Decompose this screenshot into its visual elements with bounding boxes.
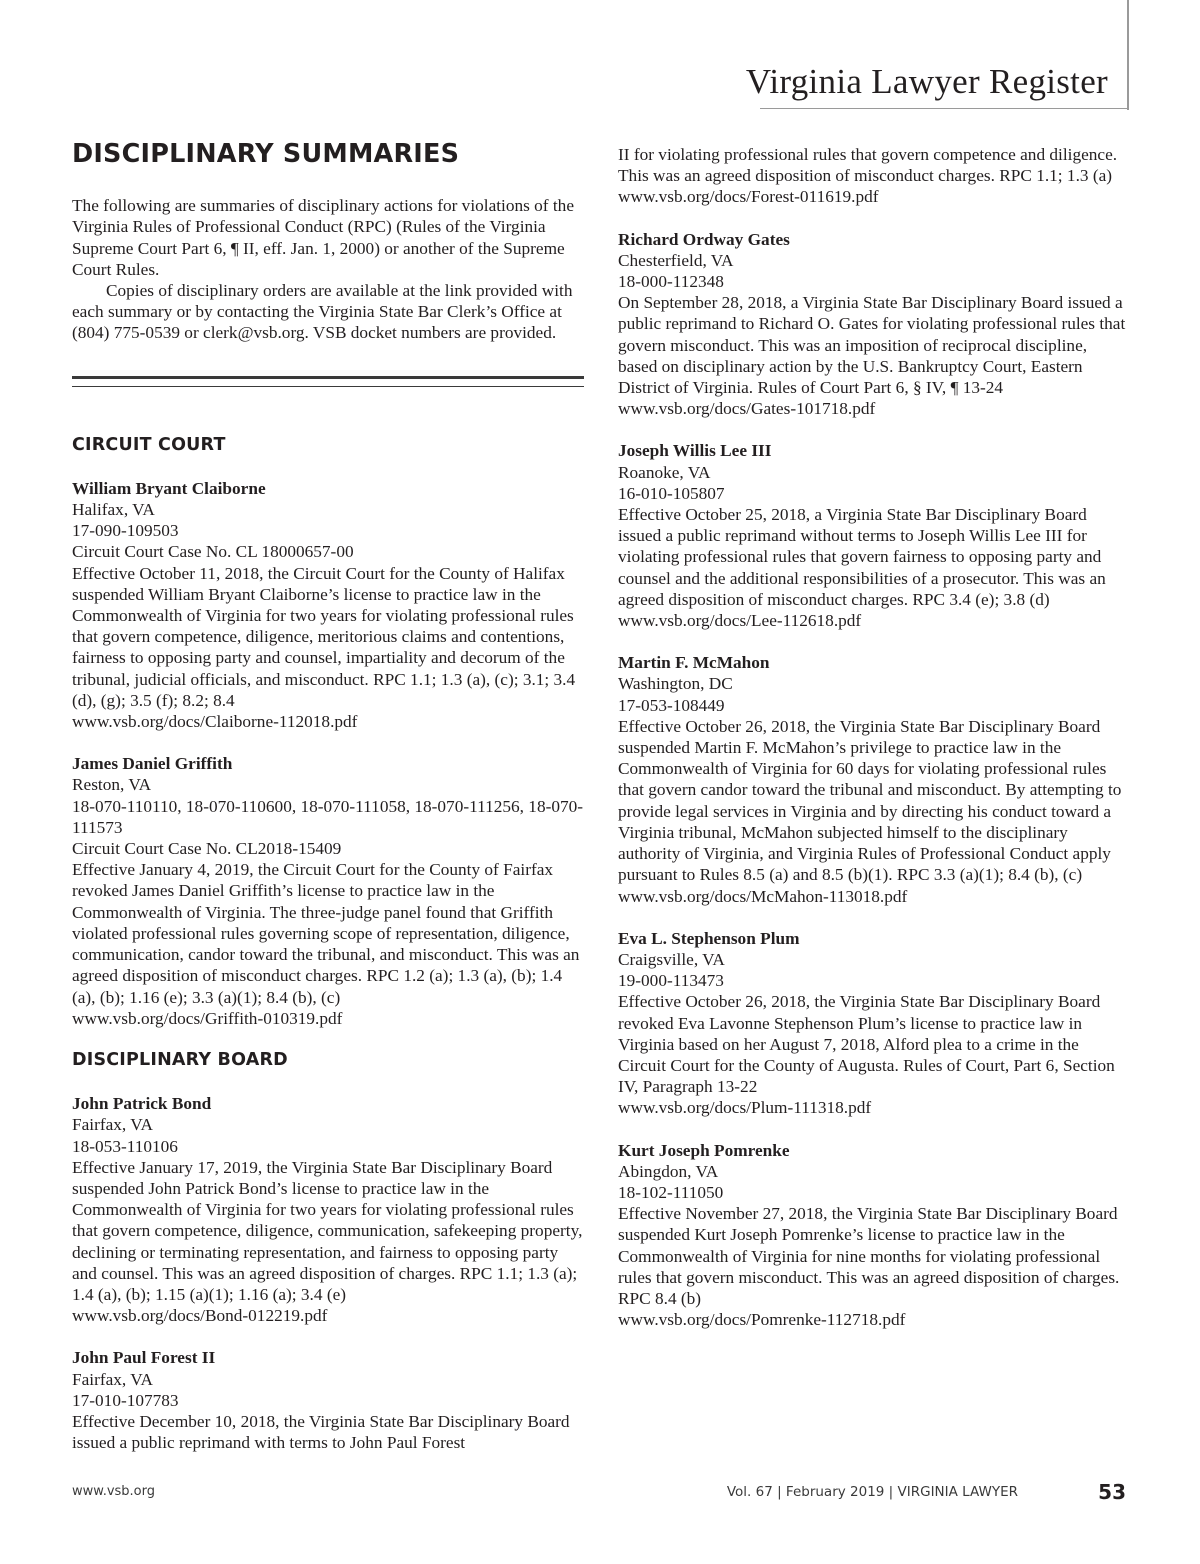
docket-number: 18-053-110106: [72, 1136, 178, 1156]
attorney-name: John Patrick Bond: [72, 1094, 212, 1114]
footer-site-link[interactable]: www.vsb.org: [72, 1484, 156, 1499]
entry-forest-continued: [618, 144, 1130, 208]
case-number: Circuit Court Case No. CL2018-15409: [72, 839, 342, 859]
docket-number: 18-102-111050: [618, 1182, 724, 1202]
docket-number: 17-090-109503: [72, 521, 179, 541]
section-heading-circuit-court: CIRCUIT COURT: [72, 434, 226, 455]
intro: [72, 195, 584, 343]
section-heading-disciplinary-board: DISCIPLINARY BOARD: [72, 1049, 288, 1070]
attorney-name: Kurt Joseph Pomrenke: [618, 1140, 790, 1160]
attorney-location: Abingdon, VA: [618, 1161, 719, 1181]
entry-summary: Effective October 25, 2018, a Virginia State Bar Disciplinary Board issued a public reprimand without terms to Joseph Willis Lee III for violating professional rules that govern fairness to opposing party and counsel and the additional responsibilities of a prosecutor. This was an agreed disposition of misconduct charges. RPC 3.4 (e); 3.8 (d): [618, 505, 1106, 609]
intro-paragraph: The following are summaries of disciplinary actions for violations of the Virginia Rules of Professional Conduct (RPC) (Rules of the Virginia Supreme Court Part 6, ¶ II, eff. Jan. 1, 2000) or another of the Supreme Court Rules.: [72, 196, 574, 279]
entry-claiborne: [72, 478, 584, 732]
entry-summary: Effective October 11, 2018, the Circuit Court for the County of Halifax suspended William Bryant Claiborne’s license to practice law in the Commonwealth of Virginia for two years for violating professional rules that govern competence, diligence, meritorious claims and contentions, fairness to opposing party and counsel, impartiality and decorum of the tribunal, judicial officials, and misconduct. RPC 1.1; 1.3 (a), (c); 3.1; 3.4 (d), (g); 3.5 (f); 8.2; 8.4: [72, 563, 576, 710]
intro-paragraph-copies: Copies of disciplinary orders are available at the link provided with each summary or by contacting the Virginia State Bar Clerk’s Office at (804) 775-0539 or clerk@vsb.org. VSB docket numbers are provided.: [72, 281, 573, 343]
attorney-location: Reston, VA: [72, 775, 152, 795]
order-link[interactable]: www.vsb.org/docs/McMahon-113018.pdf: [618, 886, 908, 906]
left-column: [72, 140, 584, 1474]
entry-summary: Effective January 17, 2019, the Virginia State Bar Disciplinary Board suspended John Patrick Bond’s license to practice law in the Commonwealth of Virginia for two years for violating professional rules that govern competence, diligence, communication, safekeeping property, declining or terminating representation, and fairness to opposing party and counsel. This was an agreed disposition of charges. RPC 1.1; 1.3 (a); 1.4 (a), (b); 1.15 (a)(1); 1.16 (a); 3.4 (e): [72, 1157, 583, 1304]
entry-summary-continued: II for violating professional rules that govern competence and diligence. This was an agreed disposition of misconduct charges. RPC 1.1; 1.3 (a): [618, 145, 1118, 186]
attorney-location: Chesterfield, VA: [618, 250, 734, 270]
entry-bond: [72, 1093, 584, 1326]
order-link[interactable]: www.vsb.org/docs/Gates-101718.pdf: [618, 399, 876, 419]
entry-griffith: [72, 753, 584, 1029]
attorney-name: Richard Ordway Gates: [618, 229, 790, 249]
attorney-name: Joseph Willis Lee III: [618, 441, 772, 461]
attorney-location: Fairfax, VA: [72, 1369, 153, 1389]
entry-forest: [72, 1347, 584, 1453]
footer-issue-info: Vol. 67 | February 2019 | VIRGINIA LAWYER: [726, 1484, 1018, 1500]
order-link[interactable]: www.vsb.org/docs/Forest-011619.pdf: [618, 187, 879, 207]
docket-number: 18-070-110110, 18-070-110600, 18-070-111058, 18-070-111256, 18-070-111573: [72, 796, 584, 837]
attorney-location: Craigsville, VA: [618, 949, 725, 969]
order-link[interactable]: www.vsb.org/docs/Claiborne-112018.pdf: [72, 712, 358, 732]
entry-summary: On September 28, 2018, a Virginia State Bar Disciplinary Board issued a public reprimand to Richard O. Gates for violating professional rules that govern misconduct. This was an imposition of reciprocal discipline, based on disciplinary action by the U.S. Bankruptcy Court, Eastern District of Virginia. Rules of Court Part 6, § IV, ¶ 13-24: [618, 293, 1126, 398]
docket-number: 18-000-112348: [618, 272, 724, 292]
page-number: 53: [1098, 1480, 1126, 1504]
attorney-location: Halifax, VA: [72, 500, 155, 520]
entry-summary: Effective October 26, 2018, the Virginia State Bar Disciplinary Board revoked Eva Lavonne Stephenson Plum’s license to practice law in Virginia based on her August 7, 2018, Alford plea to a crime in the Circuit Court for the County of Augusta. Rules of Court, Part 6, Section IV, Paragraph 13-22: [618, 992, 1115, 1097]
order-link[interactable]: www.vsb.org/docs/Bond-012219.pdf: [72, 1306, 328, 1326]
entry-mcmahon: [618, 652, 1130, 906]
entry-summary: Effective December 10, 2018, the Virginia State Bar Disciplinary Board issued a public reprimand with terms to John Paul Forest: [72, 1411, 570, 1453]
attorney-location: Roanoke, VA: [618, 462, 711, 482]
attorney-location: Washington, DC: [618, 674, 733, 694]
attorney-name: James Daniel Griffith: [72, 754, 233, 774]
attorney-name: Martin F. McMahon: [618, 653, 770, 673]
page-footer: [0, 1474, 1200, 1564]
order-link[interactable]: www.vsb.org/docs/Pomrenke-112718.pdf: [618, 1310, 906, 1330]
entry-summary: Effective January 4, 2019, the Circuit Court for the County of Fairfax revoked James Daniel Griffith’s license to practice law in the Commonwealth of Virginia. The three-judge panel found that Griffith violated professional rules governing scope of representation, diligence, communication, candor toward the tribunal, and misconduct. This was an agreed disposition of misconduct charges. RPC 1.2 (a); 1.3 (a), (b); 1.4 (a), (b); 1.16 (e); 3.3 (a)(1); 8.4 (b), (c): [72, 860, 580, 1007]
entry-lee: [618, 440, 1130, 631]
docket-number: 17-010-107783: [72, 1390, 179, 1410]
attorney-name: John Paul Forest II: [72, 1348, 216, 1368]
attorney-name: William Bryant Claiborne: [72, 478, 266, 498]
entry-gates: [618, 229, 1130, 420]
page-title: DISCIPLINARY SUMMARIES: [72, 139, 460, 169]
attorney-name: Eva L. Stephenson Plum: [618, 928, 800, 948]
order-link[interactable]: www.vsb.org/docs/Lee-112618.pdf: [618, 611, 862, 631]
header-vertical-rule: [1127, 0, 1129, 110]
entry-plum: [618, 928, 1130, 1119]
order-link[interactable]: www.vsb.org/docs/Griffith-010319.pdf: [72, 1008, 343, 1028]
section-divider: [72, 376, 584, 387]
register-title: Virginia Lawyer Register: [745, 62, 1108, 101]
attorney-location: Fairfax, VA: [72, 1115, 153, 1135]
docket-number: 17-053-108449: [618, 695, 725, 715]
docket-number: 19-000-113473: [618, 971, 724, 991]
case-number: Circuit Court Case No. CL 18000657-00: [72, 542, 354, 562]
header-horizontal-rule: [760, 108, 1129, 109]
entry-summary: Effective October 26, 2018, the Virginia State Bar Disciplinary Board suspended Martin F. McMahon’s privilege to practice law in the Commonwealth of Virginia for 60 days for violating professional rules that govern candor toward the tribunal and misconduct. By attempting to provide legal services in Virginia and by directing his conduct toward a Virginia tribunal, McMahon subjected himself to the disciplinary authority of Virginia, and Virginia Rules of Professional Conduct apply pursuant to Rules 8.5 (a) and 8.5 (b)(1). RPC 3.3 (a)(1); 8.4 (b), (c): [618, 716, 1122, 885]
order-link[interactable]: www.vsb.org/docs/Plum-111318.pdf: [618, 1098, 872, 1118]
right-column: [618, 144, 1130, 1351]
entry-summary: Effective November 27, 2018, the Virginia State Bar Disciplinary Board suspended Kurt Joseph Pomrenke’s license to practice law in the Commonwealth of Virginia for nine months for violating professional rules that govern misconduct. This was an agreed disposition of charges. RPC 8.4 (b): [618, 1204, 1120, 1308]
docket-number: 16-010-105807: [618, 483, 725, 503]
entry-pomrenke: [618, 1140, 1130, 1331]
